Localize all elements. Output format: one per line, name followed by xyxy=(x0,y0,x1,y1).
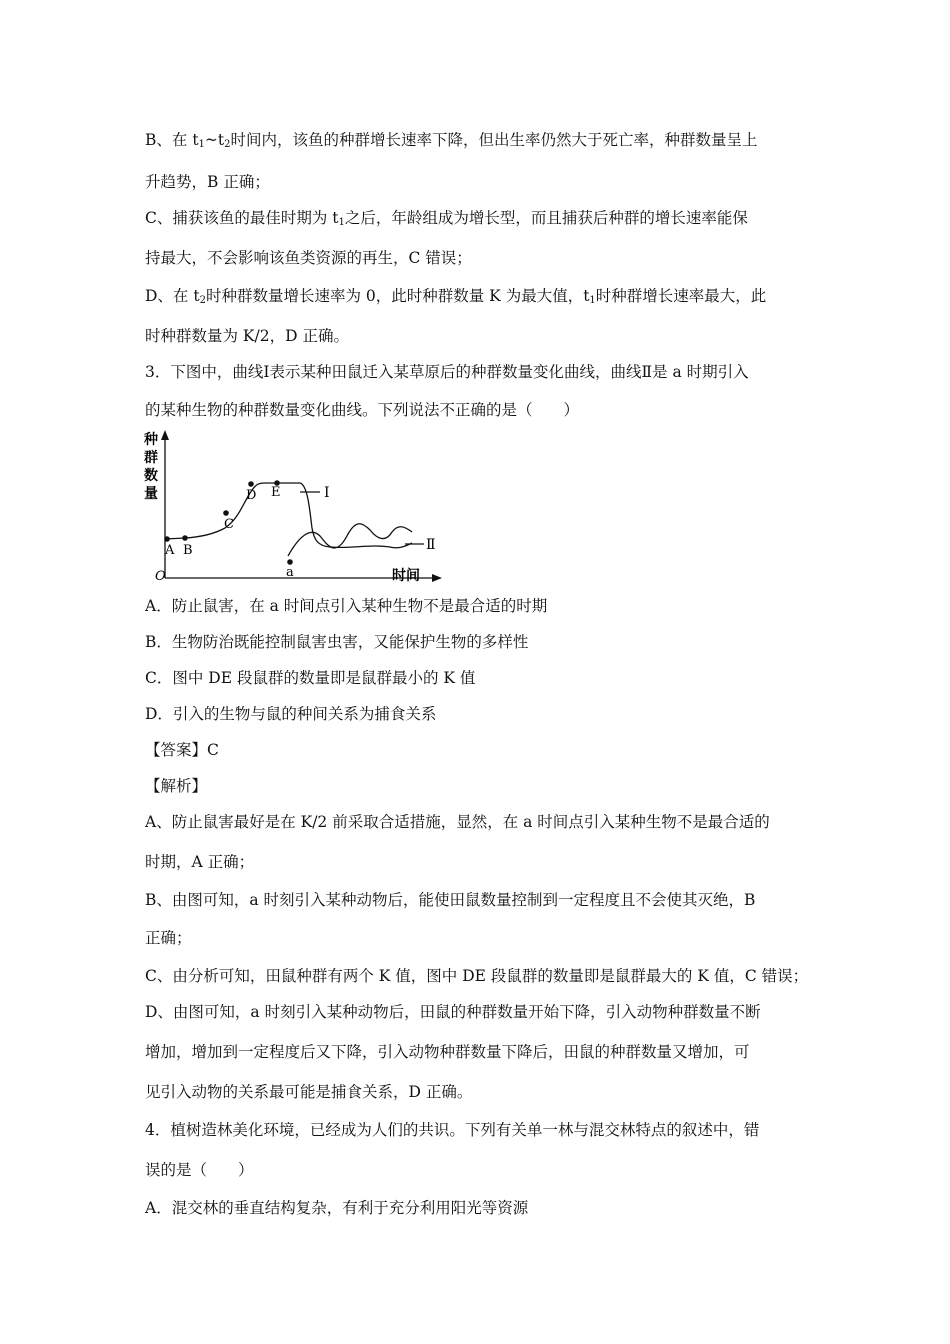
text-segment: 时间内，该鱼的种群增长速率下降，但出生率仍然大于死亡率，种群数量呈上 xyxy=(230,131,758,149)
text-segment: 时种群增长速率最大，此 xyxy=(595,287,767,305)
analysis-b-prev-line1 xyxy=(145,128,758,150)
point-a-upper xyxy=(164,536,170,542)
y-label-char: 种 xyxy=(144,432,158,448)
point-label-d: D xyxy=(246,488,257,503)
curve-2-label: Ⅱ xyxy=(426,537,436,553)
question3-analysis-c-line1: C、由分析可知，田鼠种群有两个 K 值，图中 DE 段鼠群的数量即是鼠群最大的 K 值，C 错误； xyxy=(145,967,809,985)
question3-stem-line1: 3．下图中，曲线Ⅰ表示某种田鼠迁入某草原后的种群数量变化曲线，曲线Ⅱ是 a 时期引入 xyxy=(145,363,749,381)
point-label-e: E xyxy=(271,485,281,500)
subscript: 1 xyxy=(589,295,596,306)
point-d xyxy=(248,481,254,487)
question3-analysis-d-line2: 增加，增加到一定程度后又下降，引入动物种群数量下降后，田鼠的种群数量又增加，可 xyxy=(145,1043,750,1061)
curve-1 xyxy=(165,483,412,548)
text-segment: D、在 t xyxy=(145,287,200,305)
point-time-a xyxy=(287,559,293,565)
analysis-d-prev-line1 xyxy=(145,284,766,306)
question3-option-c: C．图中 DE 段鼠群的数量即是鼠群最小的 K 值 xyxy=(145,669,476,687)
question3-analysis-b-line2: 正确； xyxy=(145,929,192,947)
question3-answer: 【答案】C xyxy=(145,741,219,759)
y-axis-arrow xyxy=(161,430,169,440)
question3-analysis-d-line3: 见引入动物的关系最可能是捕食关系，D 正确。 xyxy=(145,1083,473,1101)
question3-option-d: D．引入的生物与鼠的种间关系为捕食关系 xyxy=(145,705,437,723)
origin-label: O xyxy=(155,569,166,584)
question3-stem-line2: 的某种生物的种群数量变化曲线。下列说法不正确的是（ ） xyxy=(145,401,580,419)
curve-2 xyxy=(288,524,412,556)
curve-1-label: Ⅰ xyxy=(324,485,330,501)
y-label-char: 数 xyxy=(144,468,158,484)
y-label-char: 量 xyxy=(144,486,158,502)
question4-option-a: A．混交林的垂直结构复杂，有利于充分利用阳光等资源 xyxy=(145,1199,529,1217)
question3-analysis-b-line1: B、由图可知，a 时刻引入某种动物后，能使田鼠数量控制到一定程度且不会使其灭绝，B xyxy=(145,891,756,909)
question4-stem-line1: 4．植树造林美化环境，已经成为人们的共识。下列有关单一林与混交林特点的叙述中，错 xyxy=(145,1121,760,1139)
text-segment: 之后，年龄组成为增长型，而且捕获后种群的增长速率能保 xyxy=(344,209,748,227)
analysis-d-prev-line2: 时种群数量为 K/2，D 正确。 xyxy=(145,327,349,345)
question3-analysis-title: 【解析】 xyxy=(145,777,208,795)
subscript: 2 xyxy=(199,295,206,306)
question3-option-a: A．防止鼠害，在 a 时间点引入某种生物不是最合适的时期 xyxy=(145,597,548,615)
x-axis-arrow xyxy=(432,574,442,582)
question4-stem-line2: 误的是（ ） xyxy=(145,1161,254,1179)
population-curve-figure xyxy=(140,428,450,588)
question3-analysis-d-line1: D、由图可知，a 时刻引入某种动物后，田鼠的种群数量开始下降，引入动物种群数量不断 xyxy=(145,1003,761,1021)
point-c xyxy=(223,510,229,516)
x-axis-label: 时间 xyxy=(392,568,420,584)
point-b xyxy=(182,535,188,541)
subscript: 2 xyxy=(224,139,231,150)
subscript: 1 xyxy=(338,217,345,228)
analysis-b-prev-line2: 升趋势，B 正确； xyxy=(145,173,270,191)
subscript: 1 xyxy=(198,139,205,150)
question3-analysis-a-line2: 时期，A 正确； xyxy=(145,853,255,871)
point-label-b: B xyxy=(183,543,193,558)
text-segment: ~t xyxy=(204,131,225,149)
analysis-c-prev-line1 xyxy=(145,206,748,228)
point-label-a: A xyxy=(165,543,175,558)
point-label-c: C xyxy=(224,517,234,532)
point-label-time-a: a xyxy=(286,565,294,580)
text-segment: 时种群数量增长速率为 0，此时种群数量 K 为最大值，t xyxy=(205,287,590,305)
analysis-c-prev-line2: 持最大，不会影响该鱼类资源的再生，C 错误； xyxy=(145,249,472,267)
y-label-char: 群 xyxy=(144,450,158,466)
question3-option-b: B．生物防治既能控制鼠害虫害，又能保护生物的多样性 xyxy=(145,633,529,651)
question3-analysis-a-line1: A、防止鼠害最好是在 K/2 前采取合适措施，显然，在 a 时间点引入某种生物不是最合适的 xyxy=(145,813,770,831)
text-segment: C、捕获该鱼的最佳时期为 t xyxy=(145,209,339,227)
text-segment: B、在 t xyxy=(145,131,199,149)
